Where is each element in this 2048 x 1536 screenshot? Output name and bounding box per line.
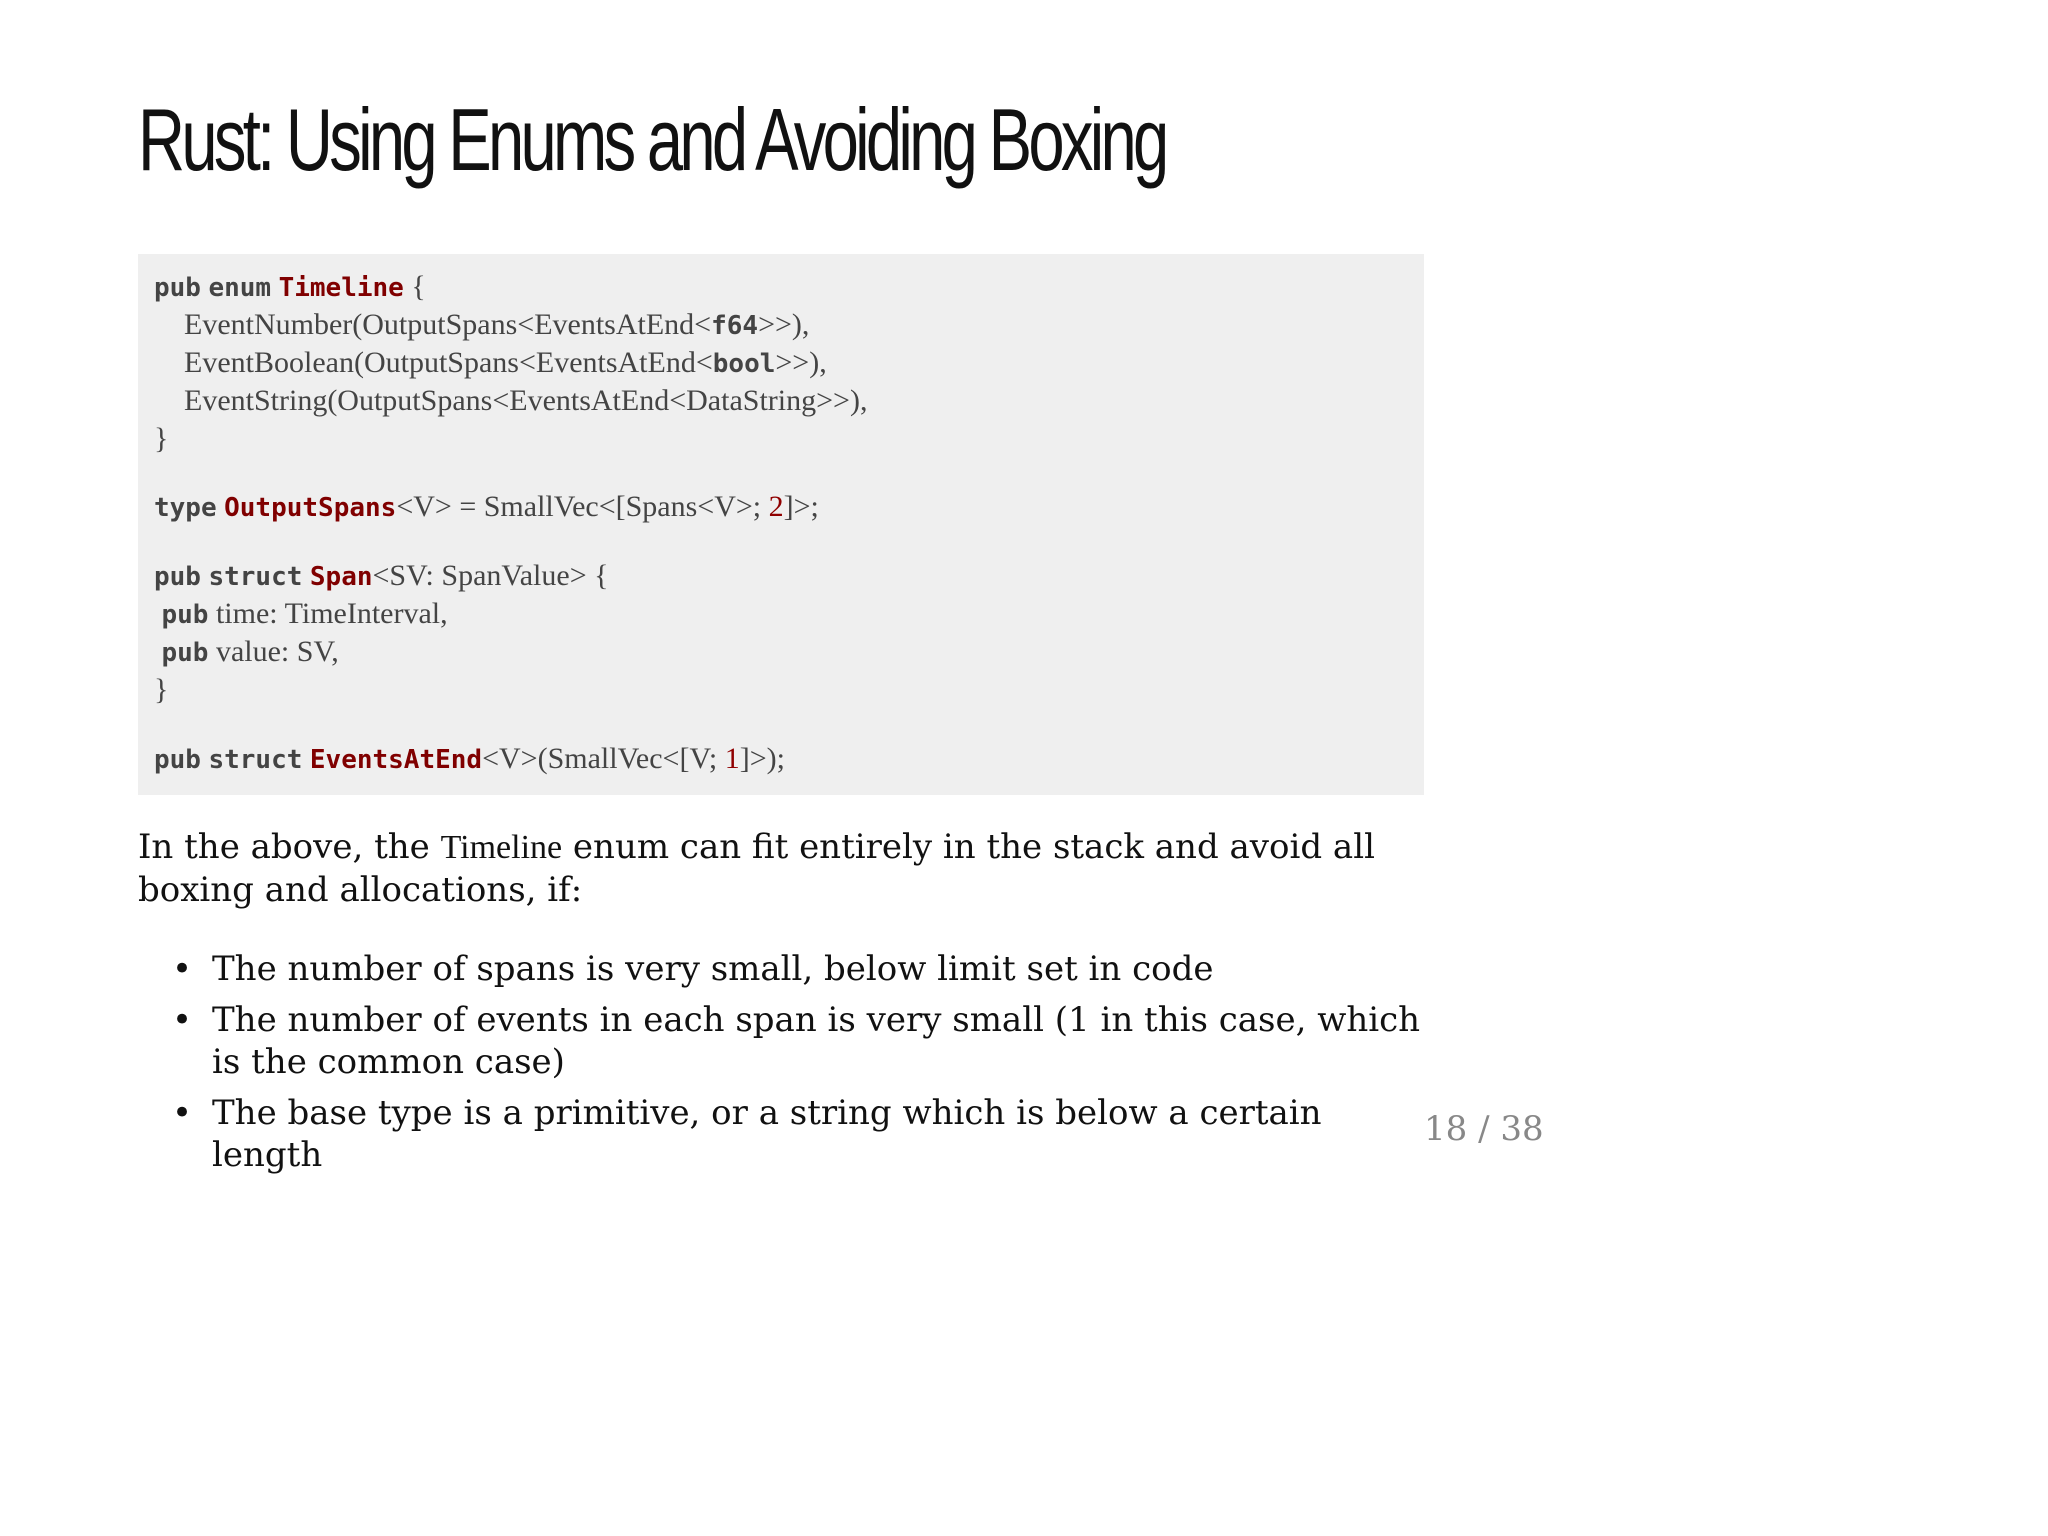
list-item-text: The base type is a primitive, or a string which is below a certain length (212, 1093, 1322, 1175)
code-text: value: SV, (208, 635, 339, 668)
code-text: } (154, 673, 169, 706)
keyword: bool (712, 349, 776, 379)
bullet-list (138, 948, 1438, 1185)
code-text: ]>; (783, 490, 819, 523)
code-text: <V> = SmallVec<[Spans<V>; (396, 490, 769, 523)
keyword: f64 (711, 311, 759, 341)
type-name: Span (309, 562, 373, 592)
inline-code: Timeline (440, 829, 563, 866)
number-literal: 1 (724, 742, 740, 775)
paragraph-text: In the above, the (138, 827, 441, 867)
page-number (1424, 1108, 1544, 1150)
type-name: Timeline (278, 273, 404, 303)
code-text: EventString(OutputSpans<EventsAtEnd<DataString>>), (154, 384, 868, 417)
code-text: { (403, 270, 426, 303)
list-item (138, 999, 1438, 1083)
code-line (154, 344, 827, 382)
code-text: <SV: SpanValue> { (372, 559, 609, 592)
code-text: <V>(SmallVec<[V; (482, 742, 725, 775)
code-line (154, 633, 339, 671)
code-text: EventNumber(OutputSpans<EventsAtEnd< (154, 308, 712, 341)
code-line (154, 420, 168, 458)
code-line (154, 306, 809, 344)
code-text: ]>); (739, 742, 785, 775)
code-line (154, 671, 168, 709)
code-line (154, 488, 819, 526)
keyword: pub (154, 273, 201, 303)
slide-title: Rust: Using Enums and Avoiding Boxing (138, 90, 1166, 189)
keyword: struct (208, 562, 303, 592)
keyword: pub (161, 638, 209, 668)
code-text: EventBoolean(OutputSpans<EventsAtEnd< (154, 346, 713, 379)
list-item-text: The number of events in each span is very small (1 in this case, which is the common case) (212, 1000, 1421, 1082)
bullet-icon: • (172, 949, 193, 989)
bullet-icon: • (172, 1093, 193, 1133)
code-line (154, 740, 785, 778)
keyword: pub (161, 600, 209, 630)
code-line (154, 268, 426, 306)
code-line (154, 382, 867, 420)
code-line (154, 595, 448, 633)
keyword: type (154, 493, 217, 523)
keyword: pub (154, 745, 201, 775)
keyword: pub (154, 562, 201, 592)
bullet-icon: • (172, 1000, 193, 1040)
number-literal: 2 (768, 490, 784, 523)
page-current: 18 (1424, 1109, 1468, 1149)
keyword: enum (208, 273, 272, 303)
code-text: time: TimeInterval, (208, 597, 448, 630)
code-line (154, 557, 609, 595)
description-paragraph (138, 826, 1438, 911)
code-text: >>), (775, 346, 827, 379)
list-item-text: The number of spans is very small, below limit set in code (212, 949, 1214, 989)
page-total: 38 (1500, 1109, 1544, 1149)
list-item (138, 1092, 1438, 1176)
page-separator: / (1478, 1109, 1490, 1149)
list-item (138, 948, 1438, 990)
type-name: OutputSpans (224, 493, 397, 523)
code-block (138, 254, 1424, 795)
type-name: EventsAtEnd (309, 745, 483, 775)
code-text: >>), (758, 308, 810, 341)
paragraph-text: enum can fit entirely in the stack and avoid all boxing and allocations, if: (138, 827, 1375, 910)
keyword: struct (208, 745, 303, 775)
code-text: } (154, 422, 169, 455)
